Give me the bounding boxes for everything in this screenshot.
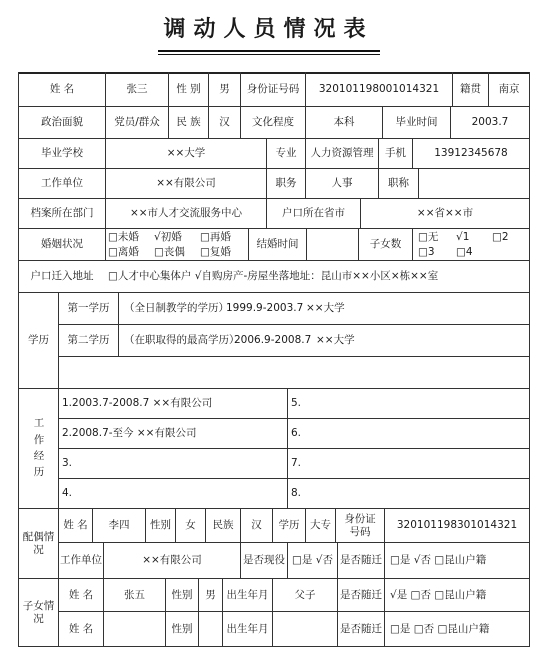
child-2-gender-label: 性别 bbox=[171, 622, 193, 635]
id-number-label: 身份证号码 bbox=[246, 83, 300, 96]
child-2-transfer-options[interactable]: □是 □否 □昆山户籍 bbox=[390, 622, 490, 635]
work-entry-7: 7. bbox=[291, 457, 302, 470]
id-number-value: 320101198001014321 bbox=[318, 83, 440, 96]
col-divider bbox=[384, 578, 385, 646]
spouse-gender-value: 女 bbox=[185, 519, 196, 532]
children-option-4[interactable]: □4 bbox=[456, 245, 473, 258]
gender-value: 男 bbox=[219, 83, 230, 96]
first-degree-label: 第一学历 bbox=[67, 302, 110, 315]
archive-value: ××市人才交流服务中心 bbox=[129, 207, 243, 220]
marital-status-label: 婚姻状况 bbox=[41, 238, 83, 251]
table-bottom-border bbox=[18, 646, 530, 647]
duty-value: 人事 bbox=[331, 177, 353, 190]
children-option-1[interactable]: √1 bbox=[456, 230, 470, 243]
children-count-label: 子女数 bbox=[369, 238, 402, 251]
graduation-time-label: 毕业时间 bbox=[395, 116, 438, 129]
child-2-name-value bbox=[104, 612, 165, 646]
title-underline bbox=[158, 50, 380, 52]
graduation-time-value: 2003.7 bbox=[471, 116, 509, 129]
ethnicity-value: 汉 bbox=[219, 116, 230, 129]
spouse-degree-label: 学历 bbox=[278, 519, 300, 532]
children-section-label: 子女情况 bbox=[22, 599, 55, 625]
child-2-transfer-label: 是否随迁 bbox=[340, 622, 382, 635]
spouse-employer-value: ××有限公司 bbox=[142, 554, 202, 567]
spouse-ethnicity-value: 汉 bbox=[251, 519, 262, 532]
hukou-label: 户口所在省市 bbox=[282, 207, 345, 220]
child-1-birth-label: 出生年月 bbox=[226, 588, 269, 601]
origin-label: 籍贯 bbox=[460, 83, 481, 96]
col-divider bbox=[118, 292, 119, 356]
marital-option-first-marriage[interactable]: √初婚 bbox=[154, 230, 182, 243]
form-title: 调动人员情况表 bbox=[163, 16, 374, 42]
rank-value bbox=[419, 169, 529, 198]
education-level-label: 文化程度 bbox=[252, 116, 294, 129]
school-label: 毕业学校 bbox=[41, 147, 83, 160]
marital-option-widowed[interactable]: □丧偶 bbox=[154, 245, 185, 258]
form-table bbox=[0, 70, 537, 651]
duty-label: 职务 bbox=[275, 177, 297, 190]
children-option-3[interactable]: □3 bbox=[418, 245, 435, 258]
child-2-gender-value bbox=[199, 612, 222, 646]
archive-label: 档案所在部门 bbox=[30, 207, 94, 220]
education-level-value: 本科 bbox=[333, 116, 355, 129]
spouse-id-value: 320101198301014321 bbox=[396, 519, 518, 532]
col-divider bbox=[306, 228, 307, 260]
work-entry-6: 6. bbox=[291, 427, 302, 440]
spouse-degree-value: 大专 bbox=[310, 519, 331, 532]
children-option-2[interactable]: □2 bbox=[492, 230, 509, 243]
name-label: 姓 名 bbox=[49, 83, 75, 96]
first-degree-school: ××大学 bbox=[306, 302, 345, 315]
first-degree-period: 1999.9-2003.7 bbox=[226, 302, 304, 315]
transfer-address-value: □人才中心集体户 √自购房产-房屋坐落地址：昆山市××小区×栋××室 bbox=[108, 270, 439, 283]
gender-label: 性 别 bbox=[176, 83, 201, 96]
marital-option-divorced[interactable]: □离婚 bbox=[108, 245, 139, 258]
spouse-ethnicity-label: 民族 bbox=[212, 519, 234, 532]
origin-value: 南京 bbox=[498, 83, 520, 96]
spouse-transfer-label: 是否随迁 bbox=[340, 554, 382, 567]
spouse-section-label: 配偶情况 bbox=[22, 530, 55, 556]
second-degree-school: ××大学 bbox=[316, 334, 355, 347]
col-divider bbox=[384, 542, 385, 578]
child-2-birth-label: 出生年月 bbox=[226, 622, 269, 635]
table-right-border bbox=[529, 72, 530, 647]
spouse-employer-label: 工作单位 bbox=[60, 554, 102, 567]
child-1-birth-value: 父子 bbox=[294, 588, 316, 601]
child-1-name-label: 姓 名 bbox=[68, 588, 94, 601]
marital-option-remarried-again[interactable]: □复婚 bbox=[200, 245, 231, 258]
work-entry-4: 4. bbox=[62, 487, 73, 500]
employer-label: 工作单位 bbox=[41, 177, 83, 190]
spouse-name-value: 李四 bbox=[108, 519, 130, 532]
work-entry-3: 3. bbox=[62, 457, 73, 470]
child-1-gender-label: 性别 bbox=[171, 588, 193, 601]
employer-value: ××有限公司 bbox=[156, 177, 216, 190]
spouse-transfer-options[interactable]: □是 √否 □昆山户籍 bbox=[390, 554, 487, 567]
col-divider bbox=[105, 228, 106, 260]
first-degree-type: （全日制教学的学历） bbox=[124, 302, 229, 315]
political-status-value: 党员/群众 bbox=[114, 116, 160, 129]
child-1-name-value: 张五 bbox=[124, 588, 145, 601]
second-degree-type: （在职取得的最高学历） bbox=[124, 334, 240, 347]
major-label: 专业 bbox=[275, 147, 297, 160]
child-2-name-label: 姓 名 bbox=[68, 622, 94, 635]
row-divider bbox=[58, 356, 530, 357]
work-entry-2: 2.2008.7-至今 ××有限公司 bbox=[62, 427, 197, 440]
political-status-label: 政治面貌 bbox=[41, 116, 83, 129]
hukou-value: ××省××市 bbox=[416, 207, 474, 220]
phone-value: 13912345678 bbox=[434, 147, 508, 160]
col-divider bbox=[335, 508, 336, 542]
spouse-army-options[interactable]: □是 √否 bbox=[292, 554, 333, 567]
children-option-none[interactable]: □无 bbox=[418, 230, 439, 243]
second-degree-label: 第二学历 bbox=[67, 334, 110, 347]
col-divider bbox=[412, 228, 413, 260]
education-section-label: 学历 bbox=[28, 334, 49, 347]
spouse-id-label: 身份证号码 bbox=[344, 512, 376, 538]
work-entry-8: 8. bbox=[291, 487, 302, 500]
rank-label: 职称 bbox=[388, 177, 409, 190]
child-1-transfer-label: 是否随迁 bbox=[340, 588, 382, 601]
child-1-transfer-options[interactable]: √是 □否 □昆山户籍 bbox=[390, 588, 487, 601]
col-divider bbox=[287, 388, 288, 508]
marital-option-unmarried[interactable]: □未婚 bbox=[108, 230, 139, 243]
marital-option-remarried[interactable]: □再婚 bbox=[200, 230, 231, 243]
school-value: ××大学 bbox=[166, 147, 206, 160]
col-divider bbox=[58, 388, 59, 508]
phone-label: 手机 bbox=[385, 147, 406, 160]
spouse-name-label: 姓 名 bbox=[63, 519, 88, 532]
title-underline-thin bbox=[158, 54, 380, 55]
major-value: 人力资源管理 bbox=[310, 147, 374, 160]
transfer-address-label: 户口迁入地址 bbox=[30, 270, 94, 283]
spouse-army-label: 是否现役 bbox=[243, 554, 285, 567]
second-degree-period: 2006.9-2008.7 bbox=[234, 334, 312, 347]
marriage-time-label: 结婚时间 bbox=[256, 238, 299, 251]
child-1-gender-value: 男 bbox=[205, 588, 216, 601]
spouse-gender-label: 性别 bbox=[150, 519, 171, 532]
work-entry-1: 1.2003.7-2008.7 ××有限公司 bbox=[62, 397, 213, 410]
work-history-section-label: 工作经历 bbox=[33, 417, 45, 479]
name-value: 张三 bbox=[126, 83, 148, 96]
work-entry-5: 5. bbox=[291, 397, 302, 410]
ethnicity-label: 民 族 bbox=[176, 116, 201, 129]
child-2-birth-value bbox=[273, 612, 337, 646]
